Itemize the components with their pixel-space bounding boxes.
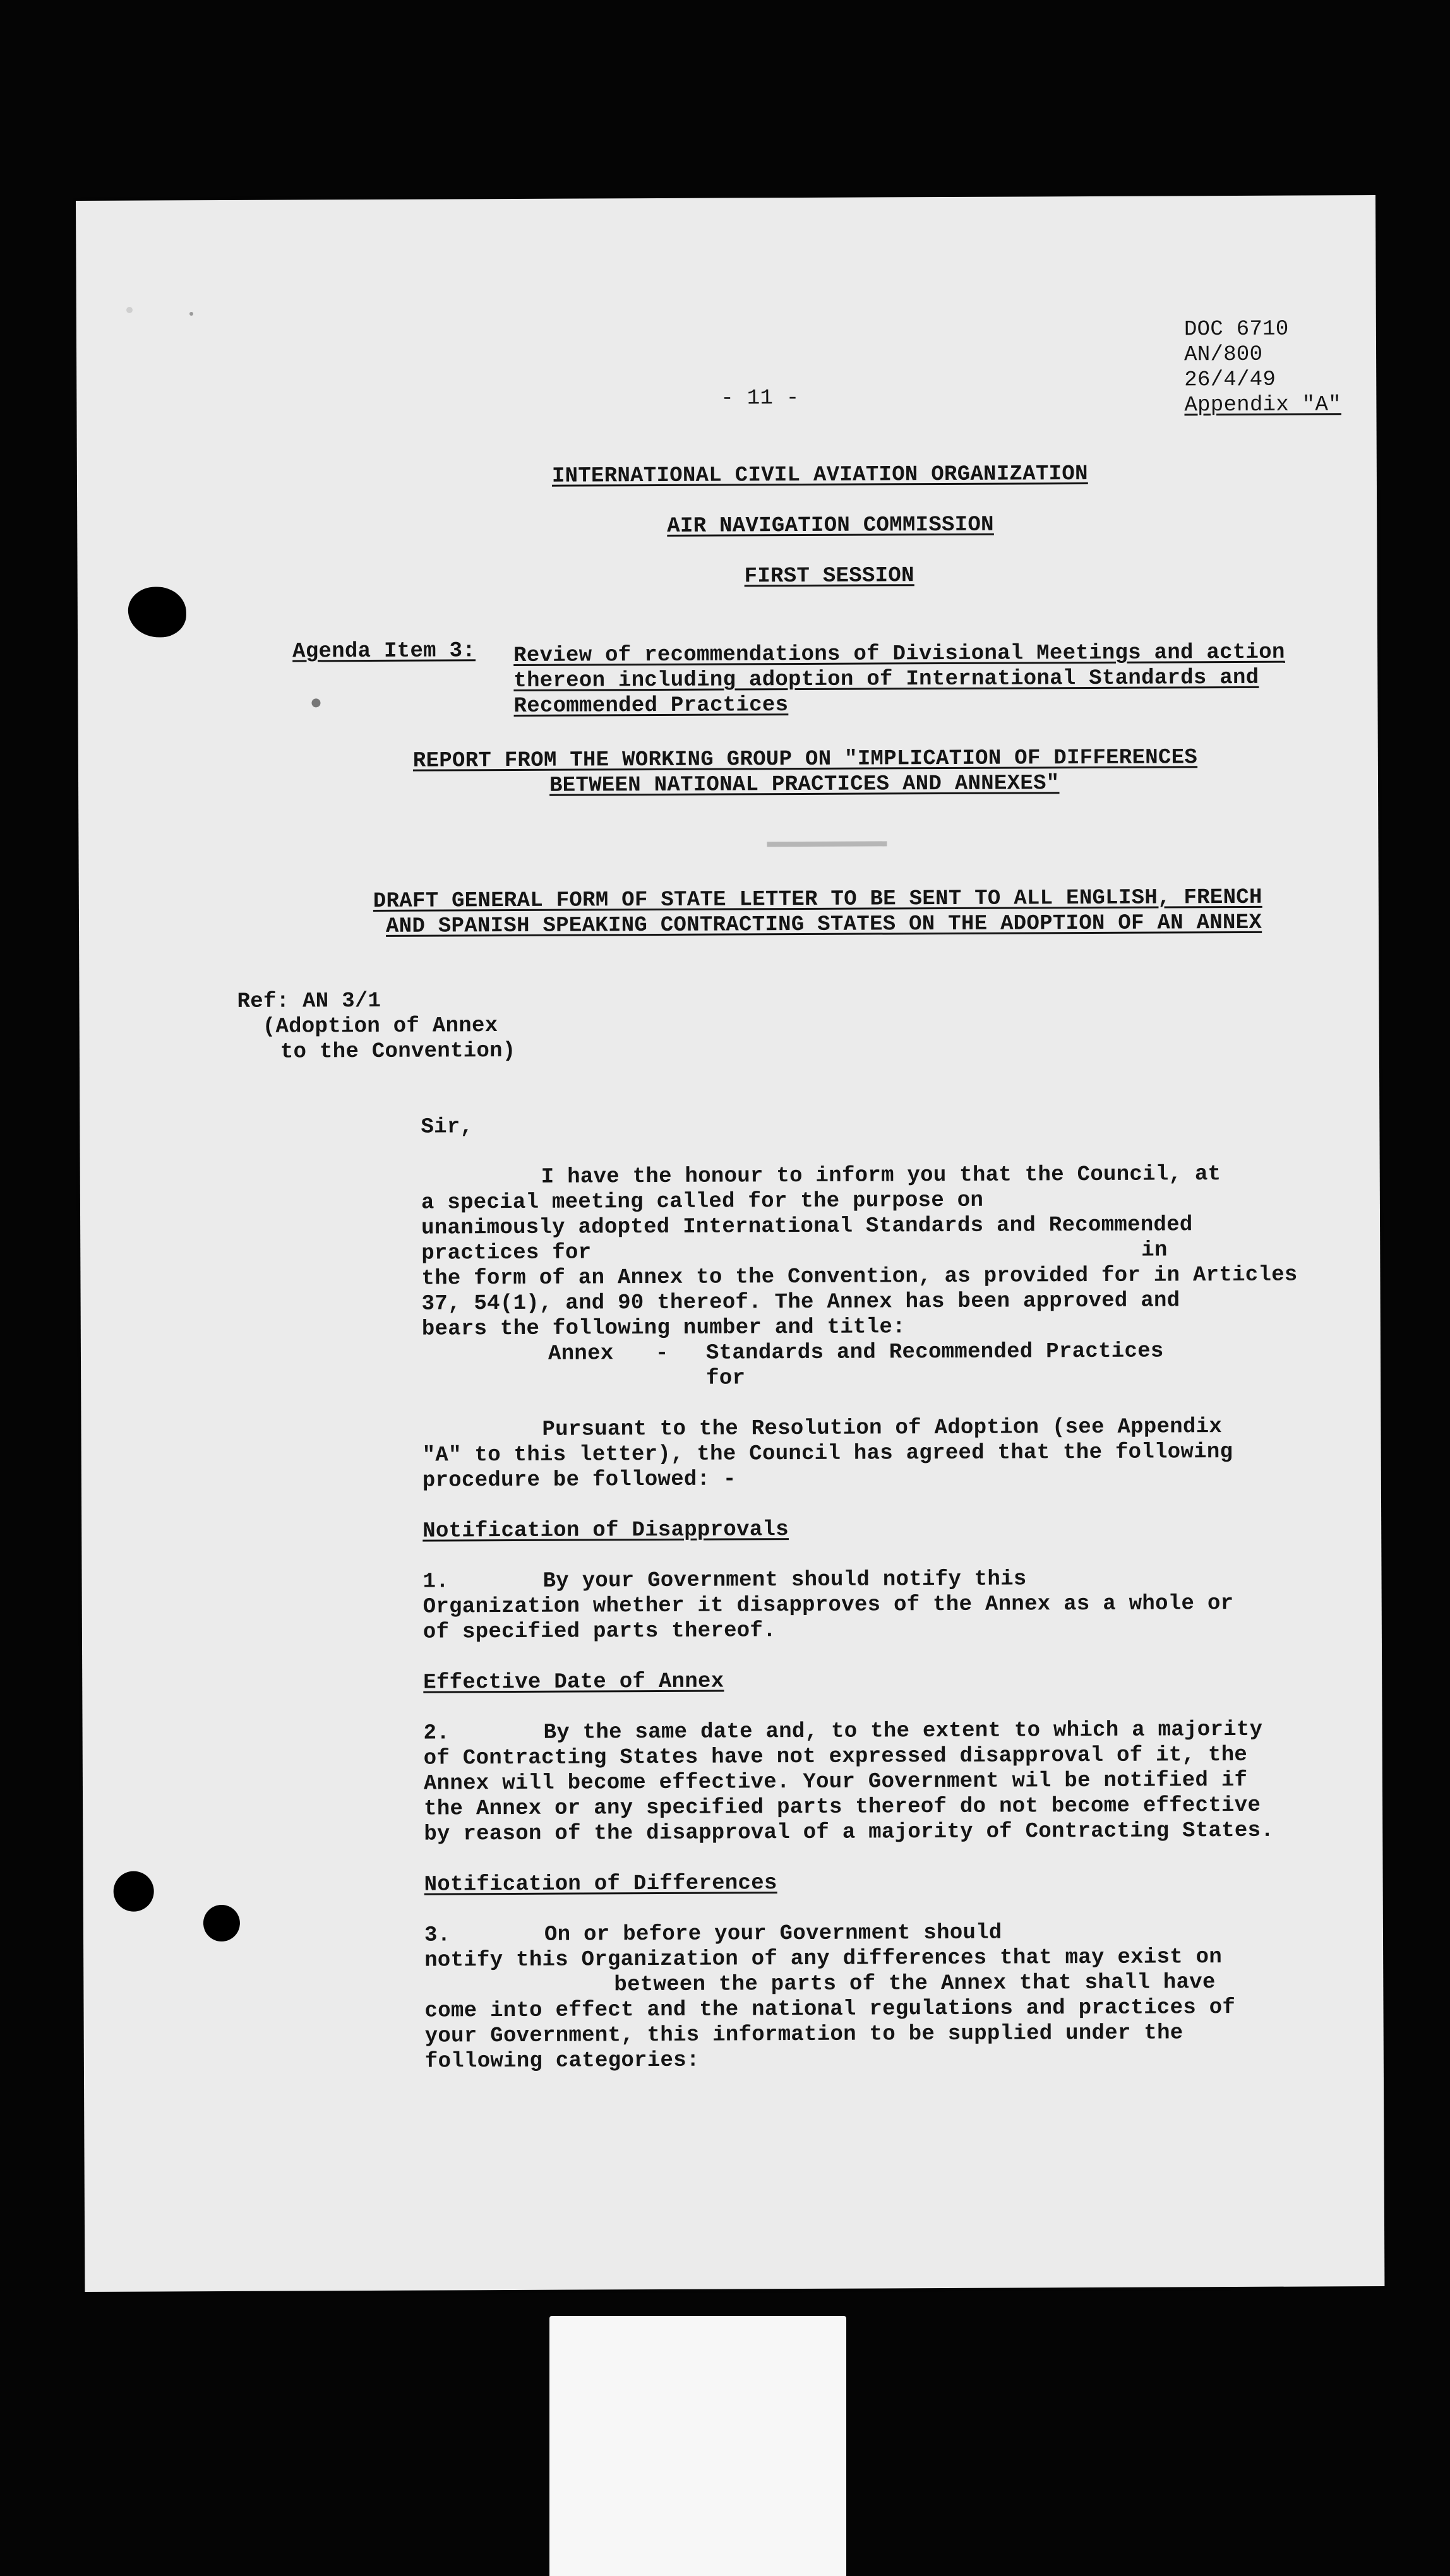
- section-2-line-4: the Annex or any specified parts thereof do not become effective: [424, 1793, 1261, 1822]
- section-3-line-6: following categories:: [424, 2048, 700, 2074]
- agenda-line-1: Review of recommendations of Divisional Meetings and action: [513, 640, 1285, 668]
- section-heading-effective-date: Effective Date of Annex: [423, 1669, 724, 1695]
- section-1-line-3: of specified parts thereof.: [422, 1619, 776, 1645]
- section-number-3: 3.: [424, 1923, 451, 1948]
- agenda-line-2: thereon including adoption of International Standards and: [513, 665, 1259, 693]
- intro-line-2: a special meeting called for the purpose on: [421, 1188, 984, 1215]
- section-heading-differences: Notification of Differences: [424, 1871, 777, 1897]
- doc-number: DOC 6710: [1183, 317, 1289, 342]
- section-3-line-5: your Government, this information to be supplied under the: [424, 2021, 1183, 2049]
- annex-label: Annex: [548, 1342, 614, 1366]
- section-number-2: 2.: [423, 1721, 450, 1746]
- reference-subject-1: (Adoption of Annex: [262, 1014, 498, 1039]
- ink-blot: [128, 587, 186, 637]
- doc-date: 26/4/49: [1184, 367, 1276, 393]
- intro-line-1: I have the honour to inform you that the Council, at: [541, 1162, 1221, 1190]
- section-1-line-2: Organization whether it disapproves of the Annex as a whole or: [422, 1592, 1234, 1619]
- salutation: Sir,: [421, 1115, 474, 1140]
- reference-number: Ref: AN 3/1: [237, 989, 381, 1014]
- doc-appendix: Appendix "A": [1184, 393, 1341, 418]
- pursuant-line-3: procedure be followed: -: [422, 1467, 736, 1493]
- pursuant-line-1: Pursuant to the Resolution of Adoption (see Appendix: [542, 1415, 1223, 1442]
- organization-title: INTERNATIONAL CIVIL AVIATION ORGANIZATION: [551, 462, 1088, 489]
- draft-title-line-1: DRAFT GENERAL FORM OF STATE LETTER TO BE SENT TO ALL ENGLISH, FRENCH: [373, 885, 1262, 914]
- doc-series: AN/800: [1184, 342, 1263, 367]
- intro-line-3: unanimously adopted International Standards and Recommended: [421, 1213, 1193, 1241]
- intro-line-6: 37, 54(1), and 90 thereof. The Annex has been approved and: [421, 1289, 1180, 1316]
- section-3-line-1: On or before your Government should: [544, 1921, 1002, 1947]
- section-3-line-3: between the parts of the Annex that shall have: [614, 1971, 1216, 1998]
- annex-title: Standards and Recommended Practices: [705, 1339, 1164, 1366]
- pursuant-line-2: "A" to this letter), the Council has agreed that the following: [422, 1440, 1233, 1468]
- commission-title: AIR NAVIGATION COMMISSION: [667, 513, 994, 539]
- section-2-line-2: of Contracting States have not expressed disapproval of it, the: [423, 1743, 1248, 1771]
- film-speck-small: [189, 312, 193, 316]
- draft-title-line-2: AND SPANISH SPEAKING CONTRACTING STATES ON THE ADOPTION OF AN ANNEX: [385, 910, 1262, 939]
- agenda-line-3: Recommended Practices: [513, 693, 789, 719]
- reference-subject-2: to the Convention): [280, 1039, 516, 1064]
- section-2-line-5: by reason of the disapproval of a majority of Contracting States.: [424, 1818, 1274, 1847]
- intro-line-7: bears the following number and title:: [421, 1315, 906, 1342]
- punch-hole-upper: [114, 1871, 154, 1911]
- section-3-line-2: notify this Organization of any differences that may exist on: [424, 1945, 1223, 1973]
- film-speck: [126, 307, 133, 313]
- section-1-line-1: By your Government should notify this: [542, 1567, 1027, 1594]
- section-2-line-1: By the same date and, to the extent to which a majority: [543, 1717, 1263, 1745]
- section-heading-disapprovals: Notification of Disapprovals: [422, 1518, 789, 1544]
- agenda-label: Agenda Item 3:: [292, 639, 476, 664]
- annex-dash: -: [655, 1341, 669, 1366]
- report-title-line-1: REPORT FROM THE WORKING GROUP ON "IMPLICATION OF DIFFERENCES: [412, 746, 1198, 773]
- paper-speck: [311, 698, 320, 707]
- intro-line-5: the form of an Annex to the Convention, as provided for in Articles: [421, 1263, 1298, 1291]
- report-title-line-2: BETWEEN NATIONAL PRACTICES AND ANNEXES": [549, 772, 1060, 798]
- intro-line-4-end: in: [1141, 1238, 1168, 1263]
- intro-line-4: practices for: [421, 1241, 592, 1266]
- session-title: FIRST SESSION: [744, 564, 914, 589]
- section-3-line-4: come into effect and the national regulations and practices of: [424, 1996, 1236, 2024]
- struck-annotation: [767, 841, 887, 847]
- section-number-1: 1.: [422, 1570, 450, 1594]
- page-number: - 11 -: [721, 386, 800, 411]
- document-page: [76, 195, 1384, 2292]
- annex-for: for: [706, 1366, 746, 1391]
- punch-hole-lower: [203, 1905, 240, 1941]
- film-card: [549, 2316, 846, 2576]
- section-2-line-3: Annex will become effective. Your Government wil be notified if: [423, 1768, 1248, 1796]
